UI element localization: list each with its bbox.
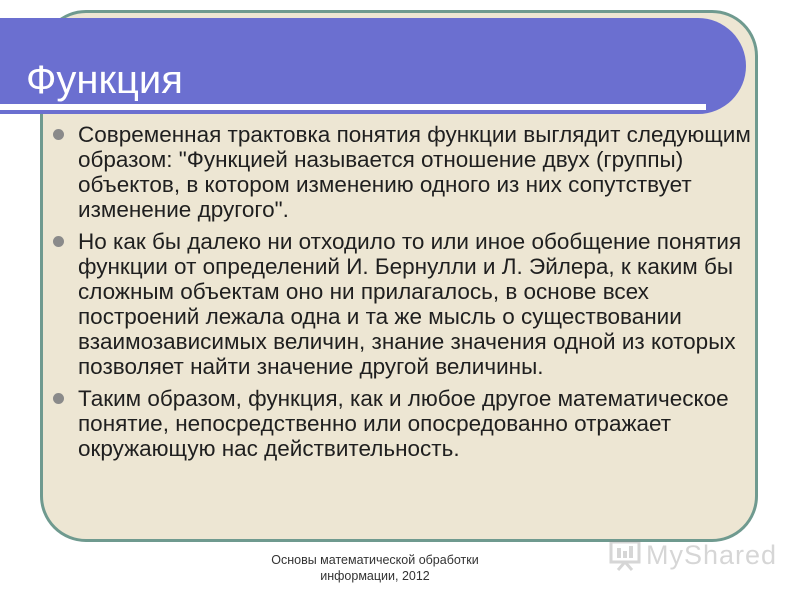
bullet-text-1: Современная трактовка понятия функции выглядит следующим образом: "Функцией называется отношение двух (группы) объектов, в котором изменению одного из них сопутствует изменение другого". bbox=[78, 122, 751, 222]
bullet-icon bbox=[53, 393, 64, 404]
bullet-text-2: Но как бы далеко ни отходило то или иное обобщение понятия функции от определений И. Бернулли и Л. Эйлера, к каким бы сложным объектам оно ни прилагалось, в основе всех построений лежала одна и та же мысль о существовании взаимозависимых величин, знание значения одной из которых позволяет найти значение другой величины. bbox=[78, 229, 742, 379]
footer-line-2: информации, 2012 bbox=[320, 569, 430, 583]
title-underline bbox=[0, 104, 706, 110]
title-bar bbox=[0, 18, 746, 114]
watermark-logo bbox=[608, 536, 777, 574]
bullet-text-3: Таким образом, функция, как и любое другое математическое понятие, непосредственно или опосредованно отражает окружающую нас действительность. bbox=[78, 386, 729, 461]
bullet-item-3 bbox=[48, 386, 762, 461]
slide-footer bbox=[260, 552, 490, 584]
bullet-list bbox=[48, 122, 762, 468]
slide-title: Функция bbox=[26, 58, 183, 102]
bullet-item-2 bbox=[48, 229, 762, 379]
bullet-icon bbox=[53, 236, 64, 247]
presentation-board-icon bbox=[608, 538, 642, 572]
watermark-text: MyShared bbox=[646, 539, 778, 570]
bullet-item-1 bbox=[48, 122, 762, 222]
bullet-icon bbox=[53, 129, 64, 140]
footer-line-1: Основы математической обработки bbox=[271, 553, 479, 567]
